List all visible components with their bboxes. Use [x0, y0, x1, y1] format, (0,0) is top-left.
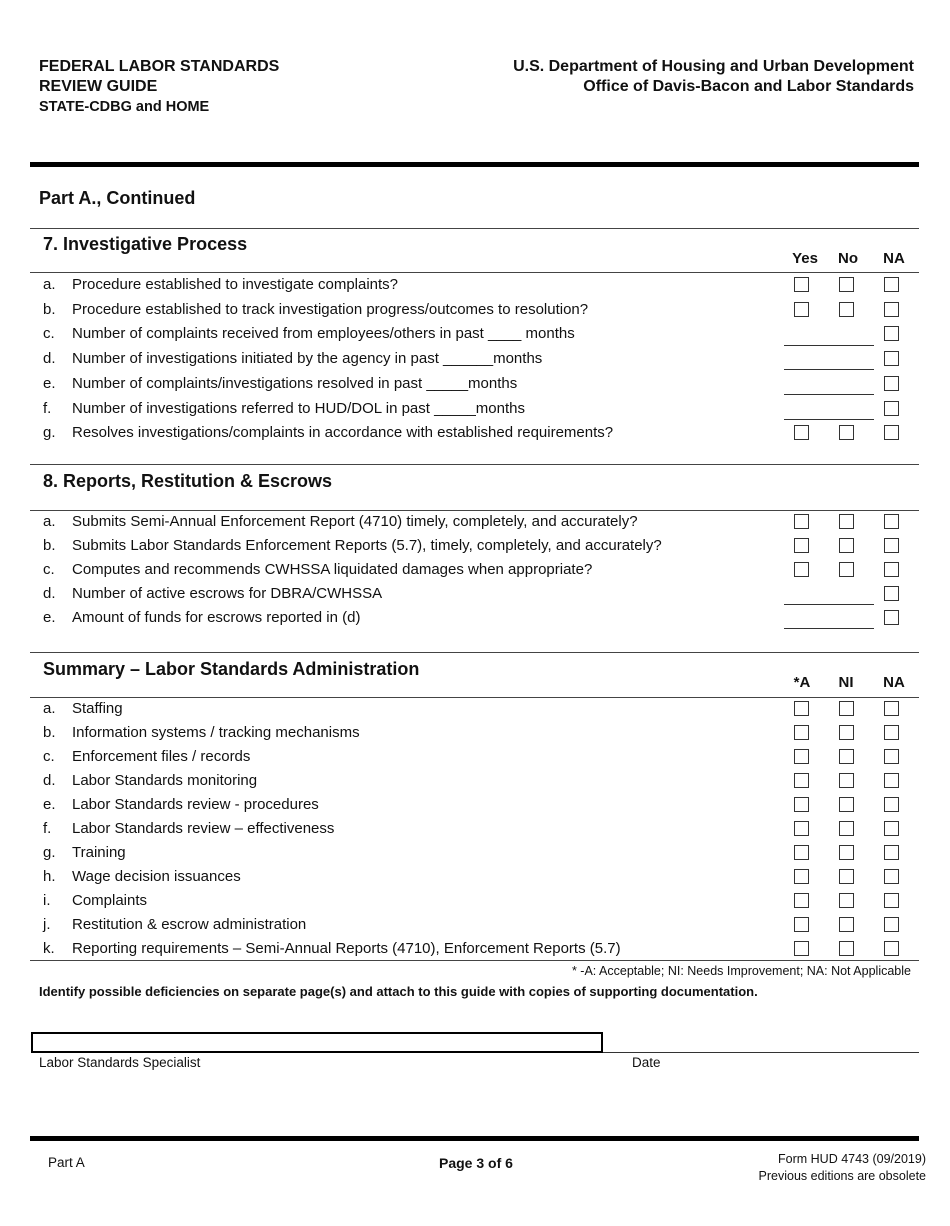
- summary-checkbox-na[interactable]: [884, 821, 899, 836]
- summary-checkbox-na[interactable]: [884, 845, 899, 860]
- s7-item-letter: c.: [43, 325, 55, 343]
- agency-block: [513, 57, 914, 97]
- s7-checkbox-na[interactable]: [884, 401, 899, 416]
- date-field[interactable]: [603, 1052, 919, 1053]
- summary-row: [0, 841, 950, 865]
- s8-item-letter: c.: [43, 561, 55, 578]
- s7-checkbox-na[interactable]: [884, 326, 899, 341]
- summary-item-letter: k.: [43, 940, 55, 957]
- s8-row: [0, 606, 950, 630]
- deficiency-note: Identify possible deficiencies on separate page(s) and attach to this guide with copies of supporting documentation.: [39, 984, 758, 999]
- summary-row: [0, 793, 950, 817]
- s7-item-letter: e.: [43, 374, 56, 392]
- summary-checkbox-yes[interactable]: [794, 749, 809, 764]
- s7-number-field[interactable]: [784, 369, 874, 370]
- s7-checkbox-no[interactable]: [839, 425, 854, 440]
- s8-item-text: Number of active escrows for DBRA/CWHSSA: [72, 585, 383, 602]
- form-number-block: [759, 1151, 926, 1185]
- summary-row: [0, 865, 950, 889]
- s7-checkbox-yes[interactable]: [794, 277, 809, 292]
- summary-checkbox-yes[interactable]: [794, 845, 809, 860]
- summary-checkbox-na[interactable]: [884, 797, 899, 812]
- summary-row: [0, 889, 950, 913]
- s8-row: [0, 558, 950, 582]
- form-title-block: [39, 57, 279, 117]
- s7-item-letter: g.: [43, 424, 56, 442]
- s7-row: [0, 322, 950, 346]
- office-name: Office of Davis-Bacon and Labor Standards: [583, 78, 914, 95]
- s7-checkbox-na[interactable]: [884, 302, 899, 317]
- summary-checkbox-yes[interactable]: [794, 701, 809, 716]
- s8-item-text: Submits Labor Standards Enforcement Reports (5.7), timely, completely, and accurately?: [72, 537, 662, 554]
- agency-name: U.S. Department of Housing and Urban Development: [513, 58, 914, 75]
- summary-checkbox-na[interactable]: [884, 869, 899, 884]
- summary-checkbox-no[interactable]: [839, 893, 854, 908]
- s7-item-text: Procedure established to investigate complaints?: [72, 276, 399, 293]
- summary-item-letter: b.: [43, 724, 56, 741]
- summary-item-letter: e.: [43, 796, 56, 813]
- s8-item-text: Amount of funds for escrows reported in (d): [72, 609, 361, 626]
- s8-item-letter: d.: [43, 585, 56, 602]
- summary-item-text: Wage decision issuances: [72, 868, 241, 885]
- s7-checkbox-na[interactable]: [884, 351, 899, 366]
- summary-checkbox-na[interactable]: [884, 893, 899, 908]
- summary-item-letter: d.: [43, 772, 56, 789]
- col-not-applicable-header: NA: [883, 674, 905, 691]
- summary-item-text: Training: [72, 844, 126, 861]
- s8-checkbox-no[interactable]: [839, 514, 854, 529]
- header-divider: [30, 162, 919, 167]
- summary-item-letter: i.: [43, 892, 51, 909]
- summary-item-text: Complaints: [72, 892, 148, 909]
- s7-number-field[interactable]: [784, 419, 874, 420]
- summary-checkbox-yes[interactable]: [794, 893, 809, 908]
- col-na-header: NA: [883, 250, 905, 267]
- s7-checkbox-no[interactable]: [839, 302, 854, 317]
- section7-top-rule: [30, 228, 919, 229]
- col-yes-header: Yes: [792, 250, 818, 267]
- summary-checkbox-yes[interactable]: [794, 869, 809, 884]
- summary-item-text: Labor Standards review – effectiveness: [72, 820, 335, 837]
- section7-title: 7. Investigative Process: [43, 234, 248, 254]
- form-number: Form HUD 4743 (09/2019): [778, 1152, 926, 1166]
- summary-checkbox-yes[interactable]: [794, 773, 809, 788]
- summary-checkbox-no[interactable]: [839, 773, 854, 788]
- summary-checkbox-na[interactable]: [884, 917, 899, 932]
- s7-row: [0, 347, 950, 371]
- summary-item-text: Restitution & escrow administration: [72, 916, 307, 933]
- summary-top-rule: [30, 652, 919, 653]
- summary-row: [0, 745, 950, 769]
- s7-item-text: Number of investigations referred to HUD/DOL in past _____months: [72, 399, 525, 417]
- summary-checkbox-no[interactable]: [839, 869, 854, 884]
- s7-number-field[interactable]: [784, 394, 874, 395]
- summary-checkbox-no[interactable]: [839, 917, 854, 932]
- s8-row: [0, 534, 950, 558]
- s8-number-field[interactable]: [784, 604, 874, 605]
- summary-item-text: Enforcement files / records: [72, 748, 251, 765]
- s8-checkbox-na[interactable]: [884, 610, 899, 625]
- s7-checkbox-na[interactable]: [884, 425, 899, 440]
- s8-number-field[interactable]: [784, 628, 874, 629]
- summary-row: [0, 937, 950, 961]
- s7-item-letter: f.: [43, 399, 52, 417]
- s7-checkbox-no[interactable]: [839, 277, 854, 292]
- summary-bottom-rule: [30, 960, 919, 961]
- summary-checkbox-no[interactable]: [839, 821, 854, 836]
- s8-checkbox-na[interactable]: [884, 538, 899, 553]
- s7-row: [0, 421, 950, 445]
- summary-item-text: Staffing: [72, 700, 123, 717]
- summary-item-letter: g.: [43, 844, 56, 861]
- summary-item-letter: a.: [43, 700, 56, 717]
- s8-checkbox-na[interactable]: [884, 562, 899, 577]
- s7-row: [0, 372, 950, 396]
- s7-item-text: Number of complaints received from employees/others in past ____ months: [72, 325, 575, 343]
- form-title-line1: FEDERAL LABOR STANDARDS: [39, 58, 280, 75]
- summary-checkbox-na[interactable]: [884, 725, 899, 740]
- summary-checkbox-na[interactable]: [884, 773, 899, 788]
- s7-item-text: Procedure established to track investigation progress/outcomes to resolution?: [72, 300, 589, 318]
- s7-row: [0, 397, 950, 421]
- summary-item-text: Labor Standards monitoring: [72, 772, 258, 789]
- s8-row: [0, 510, 950, 534]
- s8-item-letter: a.: [43, 513, 56, 530]
- s7-item-letter: a.: [43, 276, 56, 293]
- s7-checkbox-yes[interactable]: [794, 302, 809, 317]
- summary-checkbox-yes[interactable]: [794, 821, 809, 836]
- s8-item-text: Computes and recommends CWHSSA liquidated damages when appropriate?: [72, 561, 593, 578]
- summary-checkbox-no[interactable]: [839, 725, 854, 740]
- specialist-label: Labor Standards Specialist: [39, 1055, 201, 1070]
- summary-checkbox-no[interactable]: [839, 749, 854, 764]
- summary-item-letter: j.: [43, 916, 51, 933]
- s8-checkbox-yes[interactable]: [794, 514, 809, 529]
- summary-item-text: Labor Standards review - procedures: [72, 796, 319, 813]
- summary-row: [0, 913, 950, 937]
- summary-item-letter: c.: [43, 748, 55, 765]
- col-no-header: No: [838, 250, 858, 267]
- section8-top-rule: [30, 464, 919, 465]
- summary-item-letter: h.: [43, 868, 56, 885]
- summary-row: [0, 697, 950, 721]
- s7-row: [0, 298, 950, 322]
- s8-item-letter: b.: [43, 537, 56, 554]
- editions-note: Previous editions are obsolete: [758, 1169, 926, 1183]
- summary-checkbox-no[interactable]: [839, 797, 854, 812]
- col-needs-improvement-header: NI: [838, 674, 854, 691]
- summary-item-letter: f.: [43, 820, 52, 837]
- s8-item-text: Submits Semi-Annual Enforcement Report (4710) timely, completely, and accurately?: [72, 513, 638, 530]
- summary-checkbox-yes[interactable]: [794, 725, 809, 740]
- form-title-line2: REVIEW GUIDE: [39, 78, 158, 95]
- summary-row: [0, 769, 950, 793]
- s8-checkbox-yes[interactable]: [794, 538, 809, 553]
- s7-number-field[interactable]: [784, 345, 874, 346]
- rating-legend: * -A: Acceptable; NI: Needs Improvement; NA: Not Applicable: [571, 964, 911, 978]
- footer-part: Part A: [48, 1155, 85, 1170]
- summary-checkbox-na[interactable]: [884, 941, 899, 956]
- s8-checkbox-na[interactable]: [884, 514, 899, 529]
- section8-title: 8. Reports, Restitution & Escrows: [43, 471, 333, 491]
- s8-item-letter: e.: [43, 609, 56, 626]
- summary-checkbox-yes[interactable]: [794, 797, 809, 812]
- summary-row: [0, 817, 950, 841]
- specialist-signature-field[interactable]: [31, 1032, 603, 1053]
- page-number: Page 3 of 6: [439, 1155, 513, 1171]
- s7-item-letter: b.: [43, 300, 56, 318]
- s7-item-text: Resolves investigations/complaints in accordance with established requirements?: [72, 424, 614, 442]
- summary-checkbox-no[interactable]: [839, 845, 854, 860]
- date-label: Date: [632, 1055, 661, 1070]
- s7-checkbox-yes[interactable]: [794, 425, 809, 440]
- s7-item-text: Number of investigations initiated by the agency in past ______months: [72, 350, 543, 368]
- s8-checkbox-na[interactable]: [884, 586, 899, 601]
- summary-checkbox-no[interactable]: [839, 701, 854, 716]
- s7-item-text: Number of complaints/investigations resolved in past _____months: [72, 374, 518, 392]
- summary-item-text: Information systems / tracking mechanisms: [72, 724, 360, 741]
- part-title: Part A., Continued: [39, 188, 196, 208]
- s8-checkbox-no[interactable]: [839, 562, 854, 577]
- form-subtitle: STATE-CDBG and HOME: [39, 99, 210, 115]
- summary-checkbox-no[interactable]: [839, 941, 854, 956]
- footer-divider: [30, 1136, 919, 1141]
- summary-title: Summary – Labor Standards Administration: [43, 659, 420, 679]
- summary-item-text: Reporting requirements – Semi-Annual Reports (4710), Enforcement Reports (5.7): [72, 940, 621, 957]
- s7-checkbox-na[interactable]: [884, 376, 899, 391]
- summary-checkbox-na[interactable]: [884, 701, 899, 716]
- summary-checkbox-yes[interactable]: [794, 917, 809, 932]
- s7-checkbox-na[interactable]: [884, 277, 899, 292]
- summary-checkbox-na[interactable]: [884, 749, 899, 764]
- s8-checkbox-yes[interactable]: [794, 562, 809, 577]
- summary-checkbox-yes[interactable]: [794, 941, 809, 956]
- col-acceptable-header: *A: [793, 674, 811, 691]
- s7-item-letter: d.: [43, 350, 56, 368]
- s8-checkbox-no[interactable]: [839, 538, 854, 553]
- s7-row: [0, 273, 950, 297]
- summary-row: [0, 721, 950, 745]
- s8-row: [0, 582, 950, 606]
